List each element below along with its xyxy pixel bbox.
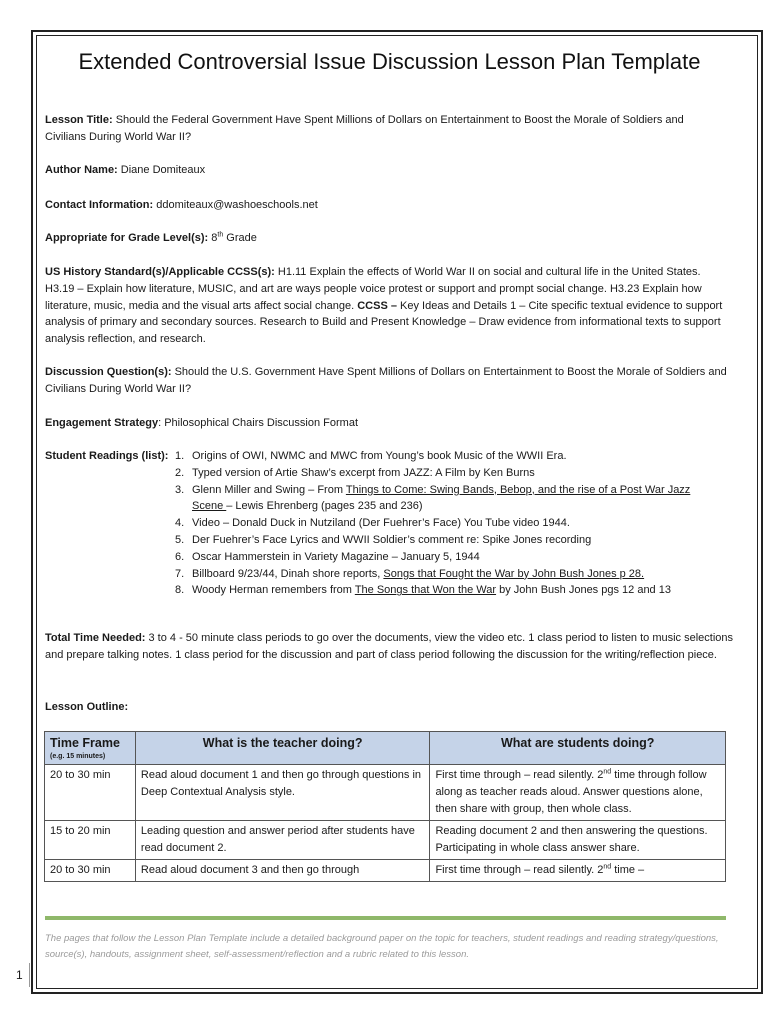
cell-students: First time through – read silently. 2nd time – <box>430 860 726 882</box>
standards-label: US History Standard(s)/Applicable CCSS(s): <box>45 266 275 278</box>
lesson-title-section <box>45 112 725 146</box>
footer-divider <box>45 916 726 920</box>
lesson-outline-heading: Lesson Outline: <box>45 701 129 713</box>
grade-suffix: th <box>217 231 224 239</box>
header-teacher: What is the teacher doing? <box>135 732 430 765</box>
cell-teacher: Leading question and answer period after students have read document 2. <box>135 821 430 860</box>
cell-time: 20 to 30 min <box>45 765 136 821</box>
lesson-outline-table <box>44 731 726 882</box>
page-title: Extended Controversial Issue Discussion Lesson Plan Template <box>78 49 701 74</box>
lesson-title-value: Should the Federal Government Have Spent Millions of Dollars on Entertainment to Boost the Morale of Soldiers and Civilians During World War II? <box>45 114 684 143</box>
header-students: What are students doing? <box>430 732 726 765</box>
grade-label: Appropriate for Grade Level(s): <box>45 232 209 244</box>
discussion-label: Discussion Question(s): <box>45 366 172 378</box>
reading-item: 8. Woody Herman remembers from The Songs that Won the War by John Bush Jones pgs 12 and 13 <box>175 584 671 597</box>
readings-label: Student Readings (list): <box>45 450 169 462</box>
author-label: Author Name: <box>45 164 118 176</box>
standards-text-1: H1.11 Explain the effects of World War II on social and cultural life in the United States. H3.19 – Explain how literature, MUSIC, and art are ways people voice protest or support and prompt social change. H3.23 Explain how literature, music, media and the visual arts affect social change. <box>45 266 702 312</box>
cell-time: 20 to 30 min <box>45 860 136 882</box>
contact-label: Contact Information: <box>45 199 154 211</box>
discussion-section <box>45 364 730 398</box>
reading-item: 5. Der Fuehrer’s Face Lyrics and WWII Soldier’s comment re: Spike Jones recording <box>175 533 592 546</box>
ccss-label: CCSS – <box>357 299 397 312</box>
total-time-value: 3 to 4 - 50 minute class periods to go over the documents, view the video etc. 1 class period to listen to music selections and prepare talking notes. 1 class period for the discussion and part of class period following the discussion for the writing/reflection piece. <box>45 632 734 661</box>
discussion-value: Should the U.S. Government Have Spent Millions of Dollars on Entertainment to Boost the Morale of Soldiers and Civilians During World War II? <box>45 366 727 395</box>
header-time-frame: Time Frame (e.g. 15 minutes) <box>45 732 136 765</box>
grade-value: 8 <box>208 232 218 244</box>
cell-time: 15 to 20 min <box>45 821 136 860</box>
standards-section <box>45 264 730 348</box>
grade-section <box>45 230 725 247</box>
reading-item: 2. Typed version of Artie Shaw’s excerpt from JAZZ: A Film by Ken Burns <box>175 466 535 479</box>
reading-item: 6. Oscar Hammerstein in Variety Magazine – January 5, 1944 <box>175 550 480 563</box>
table-row <box>45 860 726 882</box>
reading-item: 4. Video – Donald Duck in Nutziland (Der Fuehrer’s Face) You Tube video 1944. <box>175 517 570 530</box>
contact-value[interactable]: ddomiteaux@washoeschools.net <box>153 199 318 211</box>
page-number: 1 <box>10 963 30 987</box>
standards-text-2: Key Ideas and Details 1 – Cite specific textual evidence to support analysis of primary and secondary sources. Research to Build and Present Knowledge – Draw evidence from informational texts to support analysis reflection, and research. <box>45 299 723 346</box>
cell-students: First time through – read silently. 2nd time through follow along as teacher reads aloud. Answer questions alone, then share with group, then whole class. <box>430 765 726 821</box>
grade-rest: Grade <box>223 232 257 244</box>
engagement-value: : Philosophical Chairs Discussion Format <box>158 417 359 429</box>
cell-teacher: Read aloud document 1 and then go through questions in Deep Contextual Analysis style. <box>135 765 430 821</box>
author-value: Diane Domiteaux <box>117 164 206 176</box>
lesson-title-label: Lesson Title: <box>45 114 113 126</box>
cell-teacher: Read aloud document 3 and then go through <box>135 860 430 882</box>
table-row <box>45 765 726 821</box>
readings-list <box>175 448 735 599</box>
reading-item: 1. Origins of OWI, NWMC and MWC from Young’s book Music of the WWII Era. <box>175 450 567 462</box>
author-section <box>45 162 725 179</box>
total-time-label: Total Time Needed: <box>45 632 146 644</box>
contact-section <box>45 197 725 214</box>
reading-item: 7. Billboard 9/23/44, Dinah shore reports, Songs that Fought the War by John Bush Jones p 28. <box>175 567 645 580</box>
engagement-section <box>45 415 725 432</box>
table-row <box>45 821 726 860</box>
cell-students: Reading document 2 and then answering the questions. Participating in whole class answer share. <box>430 821 726 860</box>
engagement-label: Engagement Strategy <box>45 417 159 429</box>
table-header-row <box>45 732 726 765</box>
reading-item: 3. Glenn Miller and Swing – From Things to Come: Swing Bands, Bebop, and the rise of a Post War Jazz Scene – Lewis Ehrenberg (pages 235 and 236) <box>175 483 691 513</box>
total-time-section <box>45 630 735 664</box>
footer-note: The pages that follow the Lesson Plan Template include a detailed background paper on the topic for teachers, student readings and reading strategy/questions, source(s), handouts, assignment sheet, self-assessment/reflection and a rubric related to this lesson. <box>45 933 719 960</box>
